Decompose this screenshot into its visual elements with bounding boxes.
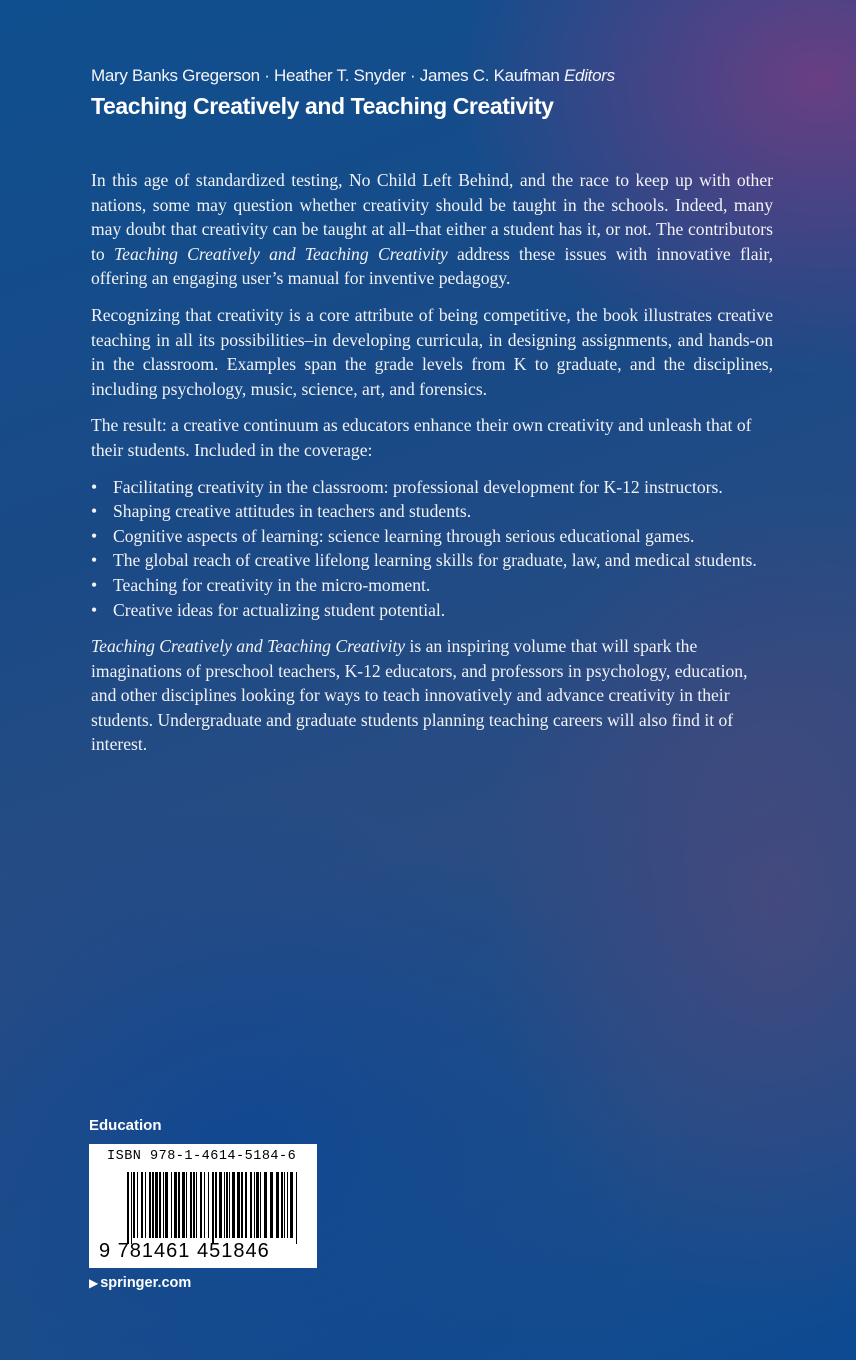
barcode-bar xyxy=(174,1172,177,1238)
barcode-bar xyxy=(290,1172,293,1238)
barcode-bar xyxy=(163,1172,164,1238)
barcode-bar xyxy=(193,1172,195,1238)
barcode-bar xyxy=(264,1172,267,1238)
list-item: • Shaping creative attitudes in teachers and students. xyxy=(91,499,773,524)
isbn-text: ISBN 978-1-4614-5184-6 xyxy=(107,1149,297,1164)
blurb-paragraph-4: Teaching Creatively and Teaching Creativity is an inspiring volume that will spark the imaginations of preschool teachers, K-12 educators, and professors in psychology, education, and other disciplines looking for ways to teach innovatively and advance creativity in their students. Undergraduate and graduate students planning teaching careers will also find it of interest. xyxy=(91,636,748,755)
barcode-bar xyxy=(149,1172,151,1238)
barcode-bar xyxy=(254,1172,255,1238)
title-reference: Teaching Creatively and Teaching Creativity xyxy=(91,636,406,657)
barcode-bar xyxy=(296,1172,297,1244)
barcode-bar xyxy=(224,1172,225,1238)
arrow-right-icon: ▶ xyxy=(89,1276,99,1290)
barcode-bar xyxy=(215,1172,217,1238)
barcode-bar xyxy=(186,1172,187,1238)
blurb-paragraph-1: In this age of standardized testing, No Child Left Behind, and the race to keep up with other nations, some may question whether creativity should be taught in the schools. Indeed, many may doubt that creativity can be taught at all–that either a student has it, or not. The contributors to Teaching Creatively and Teaching Creativity address these issues with innovative flair, offering an engaging user’s manual for inventive pedagogy. xyxy=(91,170,773,289)
barcode-bar xyxy=(145,1172,146,1238)
blurb xyxy=(91,168,773,769)
editors-role: Editors xyxy=(564,66,615,85)
barcode-bar xyxy=(196,1172,197,1238)
editors-line xyxy=(91,66,615,86)
barcode-bar xyxy=(229,1172,230,1238)
barcode-bar xyxy=(270,1172,273,1238)
barcode-digits: 9 781461 451846 xyxy=(99,1240,270,1262)
blurb-paragraph-2: Recognizing that creativity is a core attribute of being competitive, the book illustrates creative teaching in all its possibilities–in developing curricula, in designing assignments, and hands-on in the classroom. Examples span the grade levels from K to graduate, and the disciplines, including psychology, music, science, art, and forensics. xyxy=(91,304,773,399)
list-item: • Teaching for creativity in the micro-moment. xyxy=(91,573,773,598)
barcode-bar xyxy=(137,1172,138,1238)
barcode-bar xyxy=(127,1172,129,1244)
barcode-bar xyxy=(232,1172,235,1238)
barcode-bar xyxy=(159,1172,161,1238)
publisher-link[interactable] xyxy=(89,1275,191,1291)
barcode-bar xyxy=(165,1172,168,1238)
barcode-bar xyxy=(260,1172,261,1238)
barcode-bar xyxy=(178,1172,180,1238)
barcode-bar xyxy=(256,1172,259,1238)
barcode-bar xyxy=(276,1172,279,1238)
list-item: • Cognitive aspects of learning: science learning through serious educational games. xyxy=(91,524,773,549)
editors-names: Mary Banks Gregerson · Heather T. Snyder · James C. Kaufman xyxy=(91,66,560,85)
coverage-list xyxy=(91,475,773,623)
list-item: • Facilitating creativity in the classroom: professional development for K-12 instructors. xyxy=(91,475,773,500)
list-item: • The global reach of creative lifelong learning skills for graduate, law, and medical students. xyxy=(91,548,773,573)
barcode-bar xyxy=(208,1172,209,1238)
barcode-bar xyxy=(131,1172,132,1244)
barcode-bar xyxy=(141,1172,143,1238)
barcode-bar xyxy=(245,1172,247,1238)
barcode-bar xyxy=(284,1172,285,1238)
barcode-bar xyxy=(287,1172,288,1238)
barcode-bar xyxy=(171,1172,172,1238)
barcode-bar xyxy=(250,1172,252,1238)
blurb-paragraph-3: The result: a creative continuum as educators enhance their own creativity and unleash that of their students. Included in the coverage: xyxy=(91,415,752,460)
list-item: • Creative ideas for actualizing student potential. xyxy=(91,598,773,623)
barcode-bar xyxy=(237,1172,240,1238)
barcode-bar xyxy=(155,1172,158,1238)
barcode-box xyxy=(89,1144,317,1268)
barcode-bar xyxy=(204,1172,205,1238)
barcode-bar xyxy=(133,1172,135,1238)
book-title: Teaching Creatively and Teaching Creativity xyxy=(91,93,554,119)
barcode-bar xyxy=(219,1172,222,1238)
barcode-bar xyxy=(212,1172,214,1244)
barcode-bar xyxy=(200,1172,202,1238)
title-reference: Teaching Creatively and Teaching Creativity xyxy=(114,243,448,264)
barcode-bar xyxy=(226,1172,228,1238)
subject-label: Education xyxy=(89,1117,162,1134)
barcode-bar xyxy=(190,1172,192,1238)
barcode-bar xyxy=(241,1172,243,1238)
barcode-bar xyxy=(152,1172,154,1238)
publisher-url: springer.com xyxy=(100,1275,192,1291)
barcode-bar xyxy=(281,1172,283,1238)
barcode-bar xyxy=(182,1172,185,1238)
